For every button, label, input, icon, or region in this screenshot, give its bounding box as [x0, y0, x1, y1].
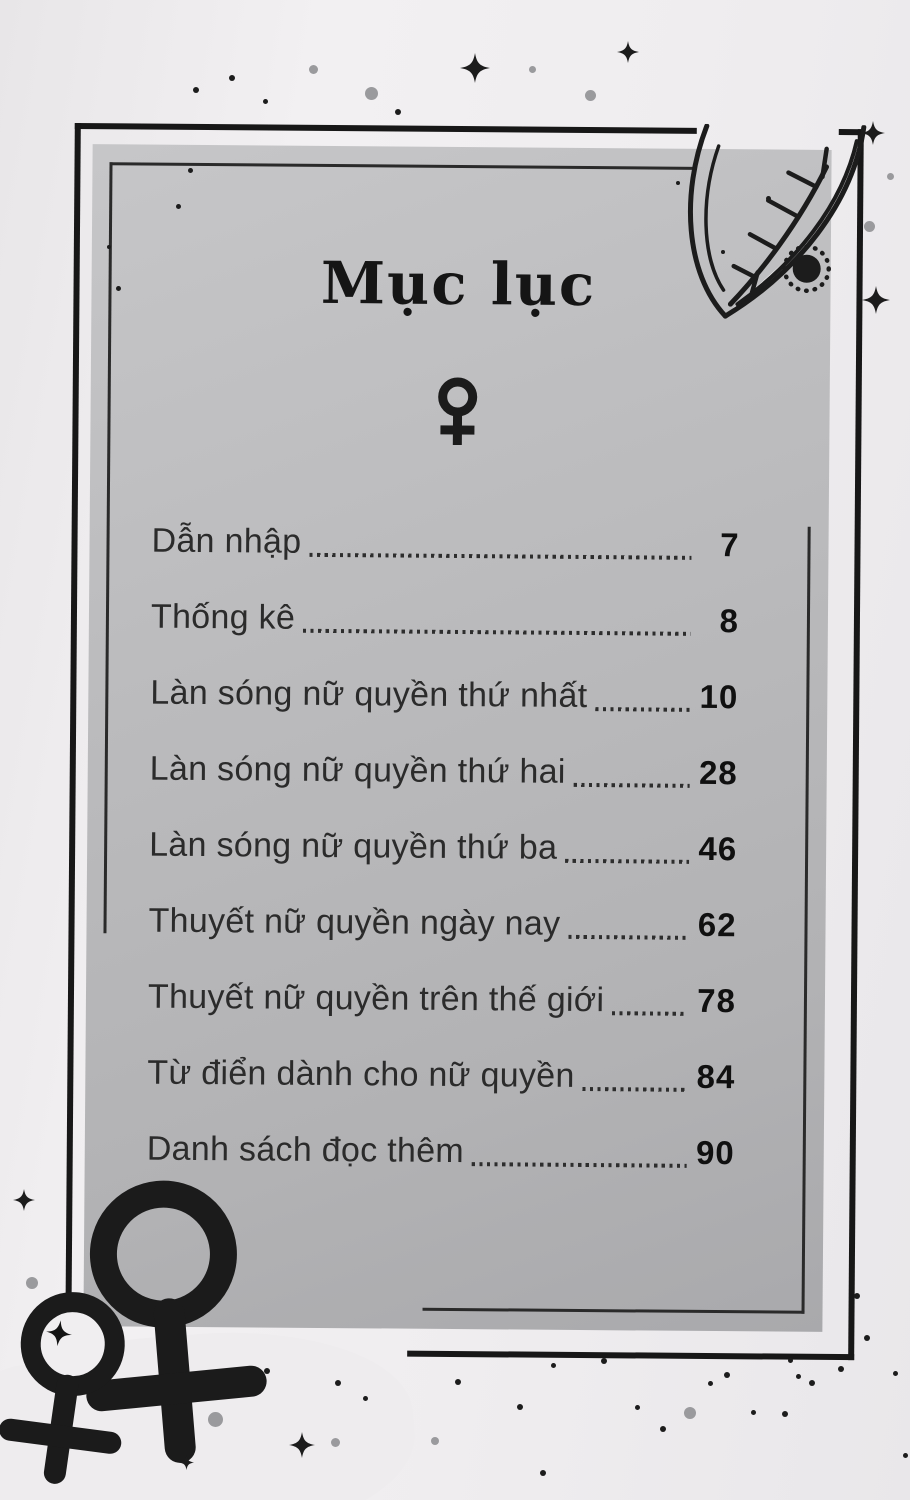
frame-border	[407, 1351, 854, 1361]
toc-entry-page-number: 90	[695, 1133, 735, 1172]
dot-leader	[612, 1011, 688, 1016]
dot-leader	[472, 1162, 687, 1168]
toc-entry-label: Làn sóng nữ quyền thứ ba	[149, 825, 558, 867]
toc-entry-label: Thuyết nữ quyền ngày nay	[148, 901, 561, 943]
toc-entry	[149, 807, 738, 888]
toc-entry-page-number: 62	[697, 905, 737, 944]
female-symbol-icon	[431, 377, 484, 449]
toc-entry	[151, 503, 740, 584]
toc-entry-page-number: 78	[697, 981, 737, 1020]
toc-entry-label: Làn sóng nữ quyền thứ nhất	[150, 673, 588, 715]
toc-entry	[151, 579, 740, 660]
toc-entry	[148, 959, 737, 1040]
dot-leader	[583, 1087, 688, 1092]
dot-leader	[568, 935, 688, 940]
dot-leader	[574, 783, 690, 788]
dot-leader	[309, 553, 691, 560]
toc-entry	[147, 1035, 736, 1116]
page-title: Mục lục	[320, 248, 597, 320]
toc-entry-page-number: 46	[698, 829, 738, 868]
toc-entry	[149, 731, 738, 812]
toc-entry	[148, 883, 737, 964]
toc-entry	[150, 655, 739, 736]
dot-leader	[595, 707, 690, 712]
toc-entry-label: Danh sách đọc thêm	[146, 1129, 465, 1170]
toc-entry-label: Làn sóng nữ quyền thứ hai	[149, 749, 566, 791]
toc-entry-page-number: 10	[699, 677, 739, 716]
table-of-contents	[146, 503, 739, 1192]
toc-entry-label: Từ điển dành cho nữ quyền	[147, 1053, 575, 1095]
dot-leader	[303, 629, 691, 636]
toc-entry-page-number: 84	[696, 1057, 736, 1096]
toc-entry-page-number: 7	[720, 526, 740, 564]
toc-entry-page-number: 8	[719, 602, 740, 640]
toc-entry-label: Thuyết nữ quyền trên thế giới	[147, 977, 605, 1019]
frame-border	[75, 123, 697, 134]
toc-entry-label: Dẫn nhập	[151, 521, 302, 561]
female-symbol-art-small	[0, 1279, 161, 1498]
dot-leader	[565, 859, 689, 864]
toc-entry-page-number: 28	[698, 753, 738, 792]
leaf-illustration	[675, 124, 869, 328]
toc-entry-label: Thống kê	[150, 597, 296, 637]
